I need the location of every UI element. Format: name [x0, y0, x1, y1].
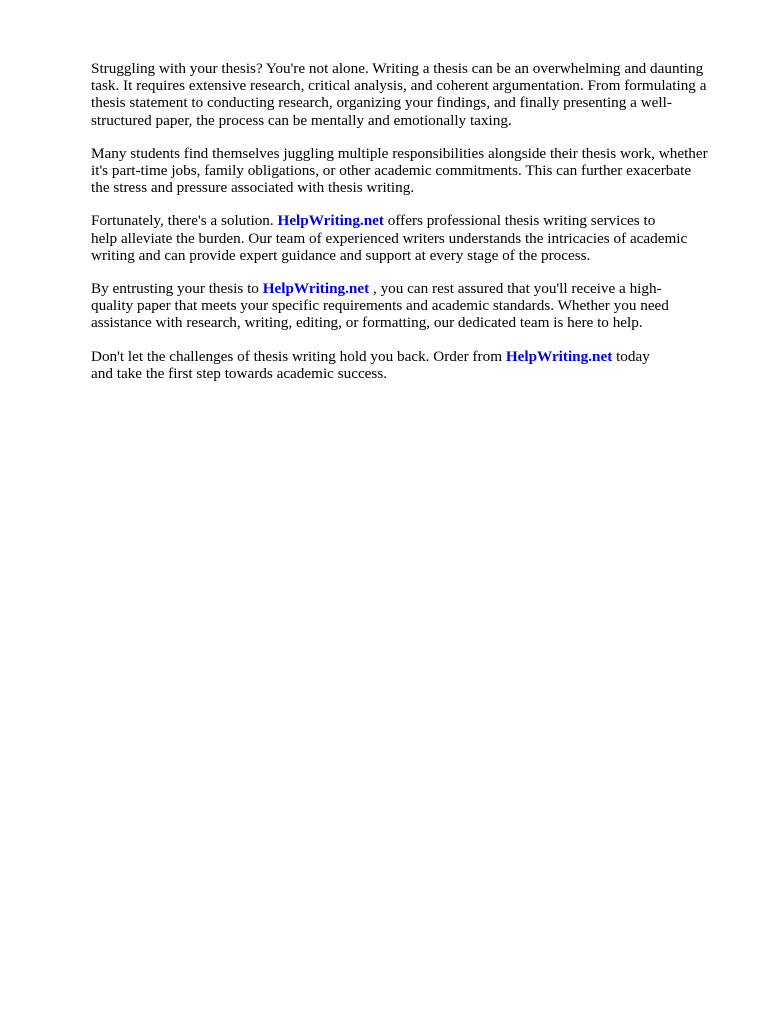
document-body [91, 60, 731, 398]
paragraph-intro [91, 60, 731, 129]
paragraph-call-to-action [91, 348, 731, 382]
helpwriting-link-2[interactable]: HelpWriting.net [262, 280, 370, 298]
paragraph-responsibilities-text: Many students find themselves juggling multiple responsibilities alongside their thesis work, whether it's part-time jobs, family obligations, or other academic commitments. This can further exacerbate the stress and pressure associated with thesis writing. [91, 144, 708, 197]
paragraph-solution-text-before: Fortunately, there's a solution. [91, 212, 278, 230]
paragraph-solution-text-after: offers professional thesis writing services to help alleviate the burden. Our team of experienced writers understands the intricacies of academic writing and can provide expert guidance and support at every stage of the process. [91, 212, 688, 264]
helpwriting-link-1[interactable]: HelpWriting.net [277, 212, 384, 230]
paragraph-intro-text: Struggling with your thesis? You're not alone. Writing a thesis can be an overwhelming and daunting task. It requires extensive research, critical analysis, and coherent argumentation. From formulating a thesis statement to conducting research, organizing your findings, and finally presenting a well- structured paper, the process can be mentally and emotionally taxing. [91, 60, 707, 129]
paragraph-call-to-action-text-after: today and take the first step towards academic success. [91, 347, 650, 382]
paragraph-entrusting-text-before: By entrusting your thesis to [91, 280, 263, 298]
paragraph-call-to-action-text-before: Don't let the challenges of thesis writing hold you back. Order from [91, 347, 506, 365]
paragraph-solution [91, 212, 731, 264]
paragraph-responsibilities [91, 145, 731, 197]
paragraph-entrusting-text-after: , you can rest assured that you'll receive a high- quality paper that meets your specific requirements and academic standards. Whether you need assistance with research, writing, editing, or formatting, our dedicated team is here to help. [91, 280, 669, 332]
helpwriting-link-3[interactable]: HelpWriting.net [505, 347, 613, 365]
paragraph-entrusting [91, 280, 731, 332]
